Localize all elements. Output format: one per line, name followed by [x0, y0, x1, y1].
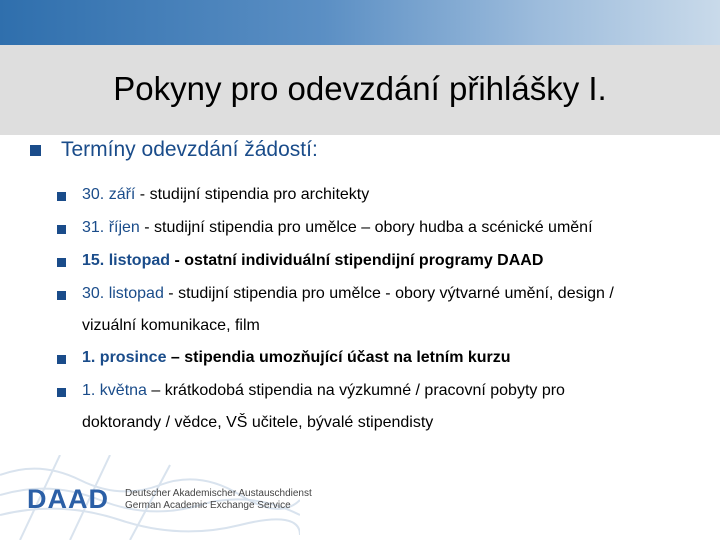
bullet-square-icon	[57, 192, 66, 201]
item-description: – krátkodobá stipendia na výzkumné / pracovní pobyty pro doktorandy / vědce, VŠ učitele, bývalé stipendisty	[82, 382, 565, 431]
list-item-text	[82, 375, 642, 439]
list-item-text	[82, 342, 682, 374]
list-item-text	[82, 179, 682, 211]
item-date: 30. listopad	[82, 285, 164, 302]
list-item	[57, 350, 682, 374]
item-date: 1. prosince	[82, 349, 167, 366]
list-item	[57, 187, 682, 211]
item-description: - ostatní individuální stipendijní programy DAAD	[170, 252, 544, 269]
list-item-text	[82, 245, 682, 277]
bullet-square-icon	[57, 355, 66, 364]
item-description: - studijní stipendia pro umělce - obory výtvarné umění, design / vizuální komunikace, film	[82, 285, 614, 334]
section-heading	[30, 138, 318, 162]
bullet-square-icon	[57, 258, 66, 267]
bullet-square-icon	[57, 388, 66, 397]
item-date: 15. listopad	[82, 252, 171, 269]
item-description: - studijní stipendia pro architekty	[135, 186, 370, 203]
section-heading-label: Termíny odevzdání žádostí:	[61, 138, 318, 161]
list-item	[57, 286, 642, 342]
top-blue-band	[0, 0, 720, 45]
item-description: - studijní stipendia pro umělce – obory hudba a scénické umění	[139, 219, 593, 236]
daad-logo: DAAD	[27, 484, 109, 514]
list-item	[57, 220, 682, 244]
bullet-square-icon	[57, 225, 66, 234]
item-description: – stipendia umozňující účast na letním kurzu	[166, 349, 511, 366]
org-name-english: German Academic Exchange Service	[125, 500, 291, 511]
item-date: 1. května	[82, 382, 147, 399]
list-item-text	[82, 212, 682, 244]
item-date: 31. říjen	[82, 219, 140, 236]
item-date: 30. září	[82, 186, 136, 203]
org-name-german: Deutscher Akademischer Austauschdienst	[125, 488, 312, 499]
bullet-square-icon	[30, 145, 41, 156]
bullet-square-icon	[57, 291, 66, 300]
list-item	[57, 383, 642, 439]
list-item	[57, 253, 682, 277]
list-item-text	[82, 278, 642, 342]
page-title: Pokyny pro odevzdání přihlášky I.	[113, 70, 607, 107]
